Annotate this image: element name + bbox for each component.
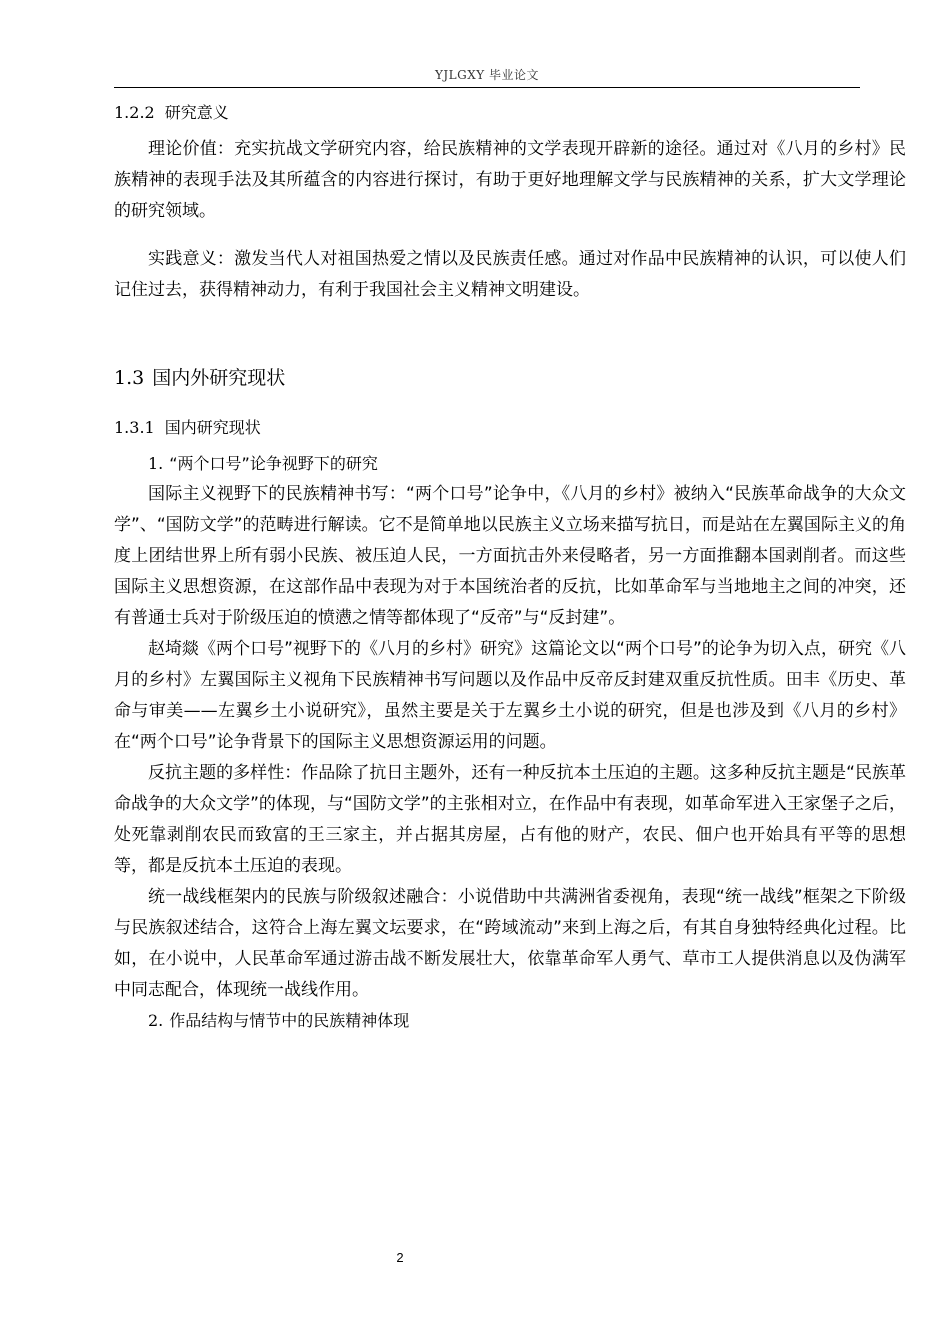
section-title: 国内外研究现状 — [152, 367, 286, 389]
page-number: 2 — [396, 1250, 404, 1265]
running-header: YJLGXY 毕业论文 — [434, 68, 540, 82]
list-number: 2. — [148, 1011, 164, 1030]
subsection-number: 1.3.1 — [114, 418, 155, 437]
list-item-2 — [114, 1006, 906, 1036]
list-title: “两个口号”论争视野下的研究 — [169, 454, 378, 473]
page-body — [114, 98, 906, 1036]
paragraph-united-front: 统一战线框架内的民族与阶级叙述融合：小说借助中共满洲省委视角，表现“统一战线”框架之下阶级与民族叙述结合，这符合上海左翼文坛要求，在“跨域流动”来到上海之后，有其自身独特经典化过程。比如，在小说中，人民革命军通过游击战不断发展壮大，依靠革命军人勇气、草市工人提供消息以及伪满军中同志配合，体现统一战线作用。 — [114, 887, 906, 1000]
section-number: 1.3 — [114, 367, 145, 389]
subsection-number: 1.2.2 — [114, 103, 155, 122]
section-heading-1-3 — [114, 363, 906, 393]
list-item-1 — [114, 449, 906, 479]
paragraph-prior-studies: 赵埼燚《两个口号”视野下的《八月的乡村》研究》这篇论文以“两个口号”的论争为切入点，研究《八月的乡村》左翼国际主义视角下民族精神书写问题以及作品中反帝反封建双重反抗性质。田丰《历史、革命与审美——左翼乡土小说研究》，虽然主要是关于左翼乡土小说的研究，但是也涉及到《八月的乡村》在“两个口号”论争背景下的国际主义思想资源运用的问题。 — [114, 639, 906, 752]
paragraph-resistance-themes: 反抗主题的多样性：作品除了抗日主题外，还有一种反抗本土压迫的主题。这多种反抗主题是“民族革命战争的大众文学”的体现，与“国防文学”的主张相对立，在作品中有表现，如革命军进入王家堡子之后，处死靠剥削农民而致富的王三家主，并占据其房屋，占有他的财产，农民、佃户也开始具有平等的思想等，都是反抗本土压迫的表现。 — [114, 763, 906, 876]
paragraph-theory-value: 理论价值：充实抗战文学研究内容，给民族精神的文学表现开辟新的途径。通过对《八月的乡村》民族精神的表现手法及其所蕴含的内容进行探讨，有助于更好地理解文学与民族精神的关系，扩大文学理论的研究领域。 — [114, 139, 906, 221]
subsection-heading-1-3-1 — [114, 413, 906, 443]
subsection-heading-1-2-2 — [114, 98, 906, 128]
header-rule — [114, 87, 860, 88]
paragraph-practice-value: 实践意义：激发当代人对祖国热爱之情以及民族责任感。通过对作品中民族精神的认识，可以使人们记住过去，获得精神动力，有利于我国社会主义精神文明建设。 — [114, 249, 906, 300]
list-title: 作品结构与情节中的民族精神体现 — [169, 1011, 410, 1030]
subsection-title: 研究意义 — [164, 103, 229, 122]
paragraph-internationalism: 国际主义视野下的民族精神书写：“两个口号”论争中，《八月的乡村》被纳入“民族革命战争的大众文学”、“国防文学”的范畴进行解读。它不是简单地以民族主义立场来描写抗日，而是站在左翼国际主义的角度上团结世界上所有弱小民族、被压迫人民，一方面抗击外来侵略者，另一方面推翻本国剥削者。而这些国际主义思想资源，在这部作品中表现为对于本国统治者的反抗，比如革命军与当地地主之间的冲突，还有普通士兵对于阶级压迫的愤懑之情等都体现了“反帝”与“反封建”。 — [114, 484, 906, 628]
subsection-title: 国内研究现状 — [164, 418, 261, 437]
list-number: 1. — [148, 454, 164, 473]
